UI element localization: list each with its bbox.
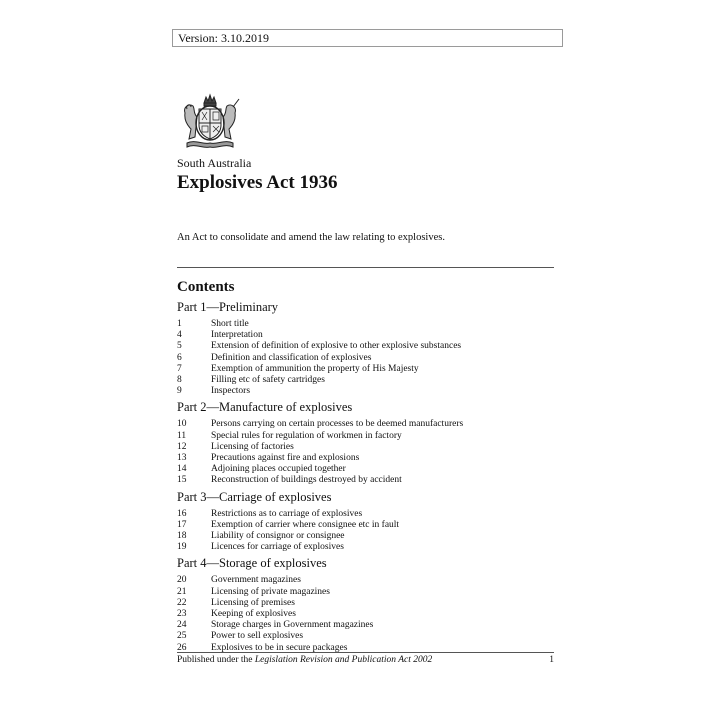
section-title: Licensing of private magazines: [211, 586, 330, 597]
page-number: 1: [549, 655, 554, 665]
section-title: Special rules for regulation of workmen in factory: [211, 430, 402, 441]
section-number: 22: [177, 597, 187, 608]
section-number: 5: [177, 341, 182, 352]
section-number: 14: [177, 464, 187, 475]
toc-item[interactable]: [177, 531, 554, 542]
section-title: Liability of consignor or consignee: [211, 531, 345, 542]
section-number: 9: [177, 386, 182, 397]
toc-item[interactable]: [177, 598, 554, 609]
toc-item[interactable]: [177, 509, 554, 520]
toc-item[interactable]: [177, 330, 554, 341]
section-number: 23: [177, 609, 187, 620]
long-title: An Act to consolidate and amend the law relating to explosives.: [177, 232, 445, 243]
toc-item[interactable]: [177, 575, 554, 586]
section-title: Filling etc of safety cartridges: [211, 375, 325, 386]
section-title: Exemption of ammunition the property of His Majesty: [211, 363, 419, 374]
section-title: Persons carrying on certain processes to be deemed manufacturers: [211, 419, 464, 430]
toc-item-list: [177, 509, 554, 554]
publication-note: [177, 655, 432, 665]
section-number: 25: [177, 631, 187, 642]
section-title: Precautions against fire and explosions: [211, 453, 360, 464]
toc-item[interactable]: [177, 464, 554, 475]
coat-of-arms-icon: [179, 93, 241, 149]
toc-item[interactable]: [177, 442, 554, 453]
section-title: Keeping of explosives: [211, 609, 296, 620]
toc-item[interactable]: [177, 353, 554, 364]
toc-part: [177, 555, 554, 653]
toc-item-list: [177, 319, 554, 397]
section-title: Inspectors: [211, 386, 251, 397]
toc-item[interactable]: [177, 587, 554, 598]
section-number: 1: [177, 319, 182, 329]
toc-item[interactable]: [177, 609, 554, 620]
footer-divider: [177, 652, 554, 653]
toc-item[interactable]: [177, 542, 554, 553]
section-number: 6: [177, 352, 182, 363]
toc-item[interactable]: [177, 375, 554, 386]
toc-item[interactable]: [177, 520, 554, 531]
toc-item[interactable]: [177, 364, 554, 375]
toc-item-list: [177, 575, 554, 653]
section-number: 20: [177, 575, 187, 586]
toc-part-title[interactable]: Part 3—Carriage of explosives: [177, 489, 332, 504]
contents-heading: Contents: [177, 279, 235, 295]
toc-part: [177, 299, 554, 397]
section-title: Definition and classification of explosives: [211, 352, 372, 363]
section-number: 13: [177, 453, 187, 464]
section-title: Licensing of factories: [211, 441, 294, 452]
toc-part-title[interactable]: Part 1—Preliminary: [177, 300, 279, 314]
section-number: 4: [177, 330, 182, 341]
section-title: Licences for carriage of explosives: [211, 542, 344, 553]
section-number: 26: [177, 642, 187, 653]
toc-item[interactable]: [177, 341, 554, 352]
toc-item[interactable]: [177, 431, 554, 442]
section-number: 18: [177, 531, 187, 542]
toc-item-list: [177, 419, 554, 486]
section-title: Reconstruction of buildings destroyed by accident: [211, 475, 402, 486]
toc-part: [177, 399, 554, 486]
section-title: Explosives to be in secure packages: [211, 642, 348, 653]
divider: [177, 267, 554, 268]
toc-part-title[interactable]: Part 2—Manufacture of explosives: [177, 400, 353, 415]
footer: [177, 655, 554, 665]
toc-item[interactable]: [177, 386, 554, 397]
publication-act-link[interactable]: Legislation Revision and Publication Act 2002: [254, 655, 433, 665]
section-number: 10: [177, 419, 187, 430]
jurisdiction: South Australia: [177, 156, 252, 170]
table-of-contents: [177, 299, 554, 656]
toc-item[interactable]: [177, 475, 554, 486]
toc-item[interactable]: [177, 453, 554, 464]
section-number: 21: [177, 586, 187, 597]
publication-prefix: Published under the: [177, 655, 255, 665]
section-title: Exemption of carrier where consignee etc in fault: [211, 519, 400, 530]
act-title: Explosives Act 1936: [177, 172, 338, 193]
toc-item[interactable]: [177, 631, 554, 642]
section-title: Short title: [211, 319, 249, 329]
section-title: Restrictions as to carriage of explosives: [211, 508, 363, 519]
section-title: Licensing of premises: [211, 597, 295, 608]
toc-item[interactable]: [177, 419, 554, 430]
section-title: Extension of definition of explosive to other explosive substances: [211, 341, 462, 352]
section-number: 8: [177, 375, 182, 386]
section-title: Storage charges in Government magazines: [211, 620, 374, 631]
section-title: Power to sell explosives: [211, 631, 304, 642]
toc-item[interactable]: [177, 620, 554, 631]
section-number: 17: [177, 519, 187, 530]
toc-item[interactable]: [177, 319, 554, 330]
section-number: 11: [177, 430, 187, 441]
section-title: Adjoining places occupied together: [211, 464, 346, 475]
section-number: 15: [177, 475, 187, 486]
section-title: Interpretation: [211, 330, 263, 341]
toc-part-title[interactable]: Part 4—Storage of explosives: [177, 556, 327, 571]
toc-part: [177, 489, 554, 554]
section-number: 24: [177, 620, 187, 631]
version-label: Version: 3.10.2019: [172, 29, 563, 47]
section-title: Government magazines: [211, 575, 301, 586]
section-number: 12: [177, 441, 187, 452]
section-number: 16: [177, 508, 187, 519]
section-number: 7: [177, 363, 182, 374]
section-number: 19: [177, 542, 187, 553]
